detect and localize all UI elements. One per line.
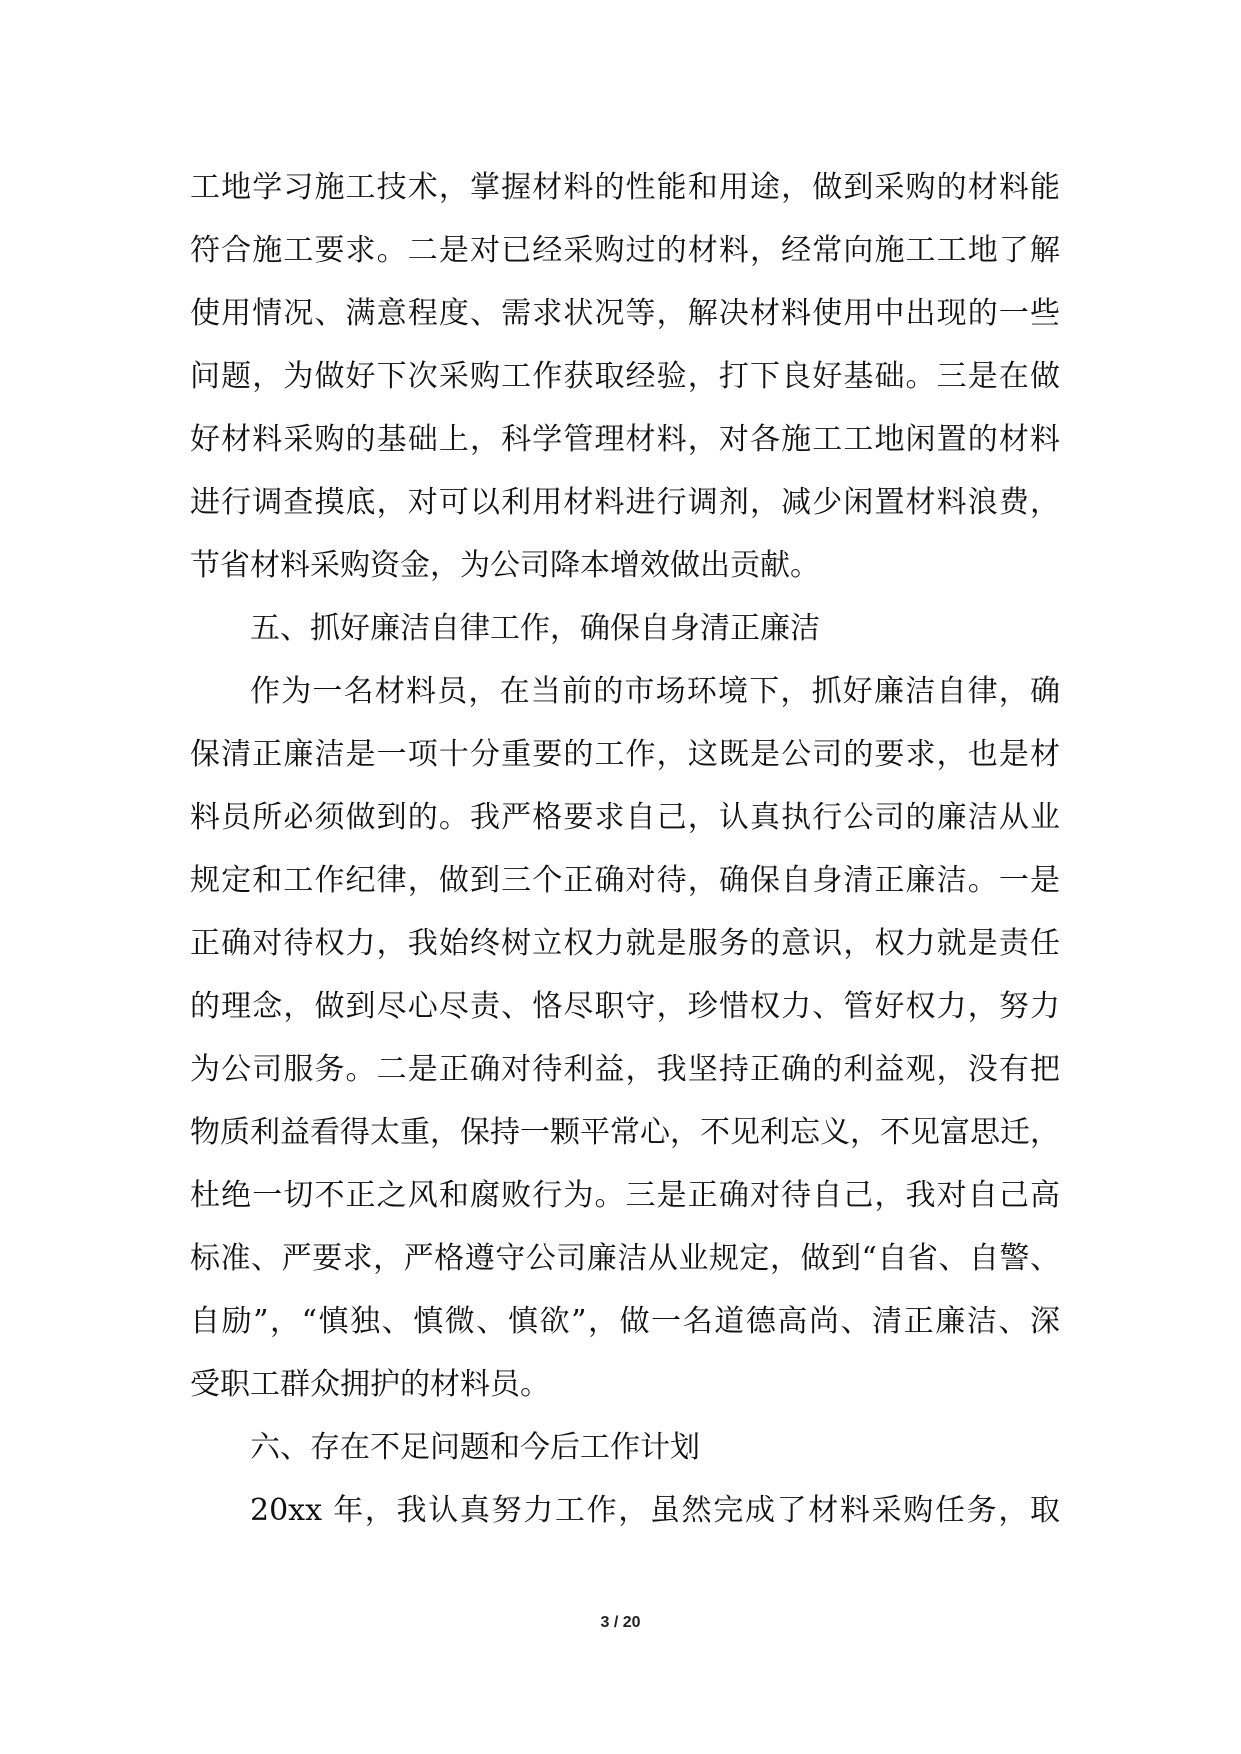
text-line: 规定和工作纪律，做到三个正确对待，确保自身清正廉洁。一是 — [190, 863, 1060, 898]
text-line: 的理念，做到尽心尽责、恪尽职守，珍惜权力、管好权力，努力 — [190, 989, 1060, 1024]
page-number: 3 / 20 — [600, 1614, 641, 1631]
text-line: 作为一名材料员，在当前的市场环境下，抓好廉洁自律，确 — [250, 674, 1060, 709]
text-line: 为公司服务。二是正确对待利益，我坚持正确的利益观，没有把 — [190, 1052, 1060, 1087]
text-line: 使用情况、满意程度、需求状况等，解决材料使用中出现的一些 — [190, 296, 1060, 331]
body-text — [190, 156, 1060, 1542]
text-line: 好材料采购的基础上，科学管理材料，对各施工工地闲置的材料 — [190, 422, 1060, 457]
text-line: 自励”，“慎独、慎微、慎欲”，做一名道德高尚、清正廉洁、深 — [190, 1304, 1060, 1339]
text-line: 问题，为做好下次采购工作获取经验，打下良好基础。三是在做 — [190, 359, 1060, 394]
text-line: 正确对待权力，我始终树立权力就是服务的意识，权力就是责任 — [190, 926, 1060, 961]
section-heading: 六、存在不足问题和今后工作计划 — [250, 1430, 700, 1465]
text-line: 物质利益看得太重，保持一颗平常心，不见利忘义，不见富思迁， — [190, 1115, 1060, 1150]
section-heading: 五、抓好廉洁自律工作，确保自身清正廉洁 — [250, 611, 820, 646]
text-line: 进行调查摸底，对可以利用材料进行调剂，减少闲置材料浪费， — [190, 485, 1060, 520]
text-line: 符合施工要求。二是对已经采购过的材料，经常向施工工地了解 — [190, 233, 1060, 268]
text-line: 标准、严要求，严格遵守公司廉洁从业规定，做到“自省、自警、 — [190, 1241, 1060, 1276]
text-line: 工地学习施工技术，掌握材料的性能和用途，做到采购的材料能 — [190, 170, 1060, 205]
text-line: 节省材料采购资金，为公司降本增效做出贡献。 — [190, 548, 820, 583]
text-line: 受职工群众拥护的材料员。 — [190, 1367, 550, 1402]
text-line: 杜绝一切不正之风和腐败行为。三是正确对待自己，我对自己高 — [190, 1178, 1060, 1213]
text-line: 保清正廉洁是一项十分重要的工作，这既是公司的要求，也是材 — [190, 737, 1060, 772]
text-line: 20xx 年，我认真努力工作，虽然完成了材料采购任务，取 — [250, 1493, 1060, 1528]
text-line: 料员所必须做到的。我严格要求自己，认真执行公司的廉洁从业 — [190, 800, 1060, 835]
